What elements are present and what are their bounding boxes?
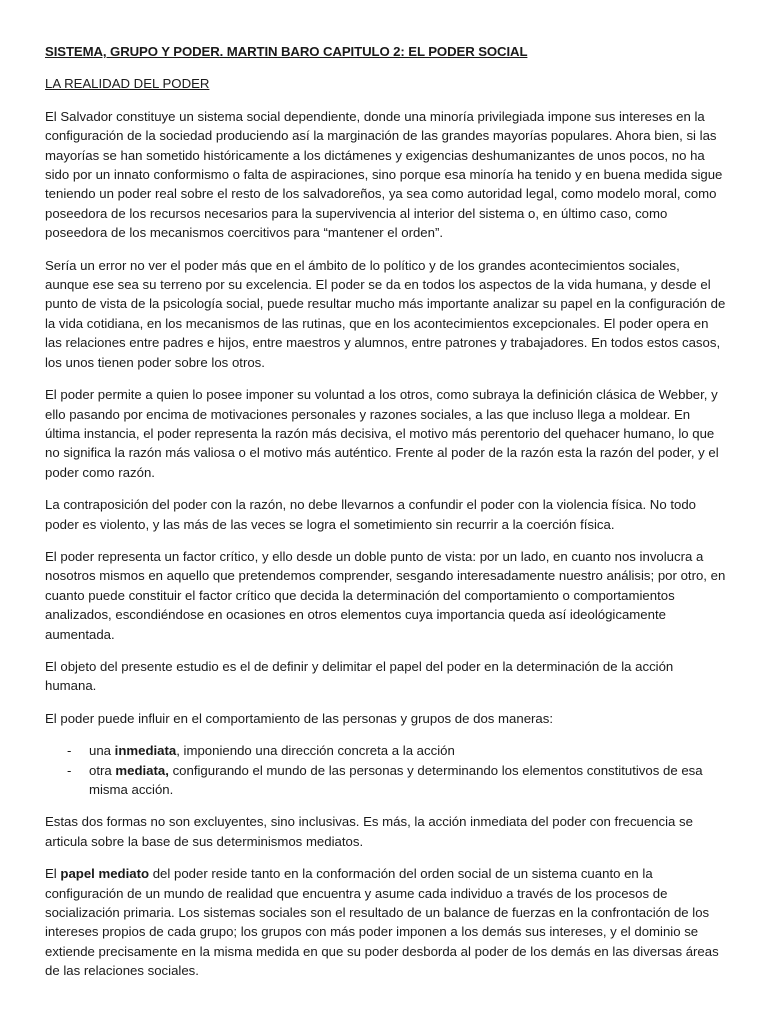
paragraph-9 — [45, 864, 727, 980]
list-item — [45, 761, 727, 800]
document-title: SISTEMA, GRUPO Y PODER. MARTIN BARO CAPITULO 2: EL PODER SOCIAL — [45, 44, 528, 59]
paragraph-7: El poder puede influir en el comportamiento de las personas y grupos de dos maneras: — [45, 710, 554, 726]
list-item-text: configurando el mundo de las personas y determinando los elementos constitutivos de esa misma acción. — [89, 762, 703, 797]
paragraph-4: La contraposición del poder con la razón, no debe llevarnos a confundir el poder con la violencia física. No todo poder es violento, y las más de las veces se logra el sometimiento sin recurrir a la coerción física. — [45, 497, 696, 532]
list-item-bold: mediata, — [115, 762, 169, 778]
paragraph-3: El poder permite a quien lo posee imponer su voluntad a los otros, como subraya la definición clásica de Webber, y ello pasando por encima de motivaciones personales y razones sociales, a las que incluso llega a moldear. En última instancia, el poder representa la razón más decisiva, el motivo más perentorio del quehacer humano, lo que no significa la razón más valiosa o el motivo más auténtico. Frente al poder de la razón esta la razón del poder, y el poder como razón. — [45, 387, 719, 480]
document-page — [45, 42, 727, 994]
ways-list — [45, 741, 727, 799]
paragraph-8: Estas dos formas no son excluyentes, sino inclusivas. Es más, la acción inmediata del poder con frecuencia se articula sobre la base de sus determinismos mediatos. — [45, 814, 693, 849]
list-item-prefix: otra — [89, 762, 116, 778]
list-item-prefix: una — [89, 743, 115, 759]
list-item — [45, 741, 727, 760]
section-heading: LA REALIDAD DEL PODER — [45, 76, 210, 92]
list-item-bold: inmediata — [114, 743, 177, 759]
list-dash: - — [67, 762, 72, 778]
paragraph-9-text: del poder reside tanto en la conformación del orden social de un sistema cuanto en la configuración de un mundo de realidad que encuentra y asume cada individuo a través de los procesos de socialización primaria. Los sistemas sociales son el resultado de un balance de fuerzas en la confrontación de los intereses propios de cada grupo; los grupos con más poder imponen a los demás sus intereses, y el dominio se extiende precisamente en la misma medida en que su poder desborda al poder de los demás en las diversas áreas de las relaciones sociales. — [45, 866, 719, 979]
paragraph-2: Sería un error no ver el poder más que en el ámbito de lo político y de los grandes acontecimientos sociales, aunque ese sea su terreno por su excelencia. El poder se da en todos los aspectos de la vida humana, y desde el punto de vista de la psicología social, puede resultar mucho más importante analizar su papel en la configuración de la vida cotidiana, en los mecanismos de las rutinas, que en los acontecimientos excepcionales. El poder opera en las relaciones entre padres e hijos, entre maestros y alumnos, entre patrones y trabajadores. En todos estos casos, los unos tienen poder sobre los otros. — [45, 257, 726, 370]
paragraph-9-prefix: El — [45, 866, 61, 882]
paragraph-9-bold: papel mediato — [60, 866, 150, 882]
list-dash: - — [67, 743, 72, 759]
list-item-text: , imponiendo una dirección concreta a la acción — [176, 743, 455, 759]
paragraph-1: El Salvador constituye un sistema social dependiente, donde una minoría privilegiada impone sus intereses en la configuración de la sociedad produciendo así la marginación de las grandes mayorías populares. Ahora bien, si las mayorías se han sometido históricamente a los dictámenes y exigencias deshumanizantes de unos pocos, no ha sido por un innato conformismo o falta de aspiraciones, sino porque esa minoría ha tenido y en buena medida sigue teniendo un poder real sobre el resto de los salvadoreños, ya sea como autoridad legal, como modelo moral, como poseedora de los recursos necesarios para la supervivencia al interior del sistema o, en último caso, como poseedora de los mecanismos coercitivos para “mantener el orden”. — [45, 108, 723, 241]
paragraph-5: El poder representa un factor crítico, y ello desde un doble punto de vista: por un lado, en cuanto nos involucra a nosotros mismos en aquello que pretendemos comprender, sesgando interesadamente nuestro análisis; por otro, en cuanto puede constituir el factor crítico que decida la determinación del comportamiento o comportamientos analizados, escondiéndose en ocasiones en otros elementos cuya importancia queda así ideológicamente aumentada. — [45, 548, 726, 642]
paragraph-6: El objeto del presente estudio es el de definir y delimitar el papel del poder en la determinación de la acción humana. — [45, 658, 674, 694]
